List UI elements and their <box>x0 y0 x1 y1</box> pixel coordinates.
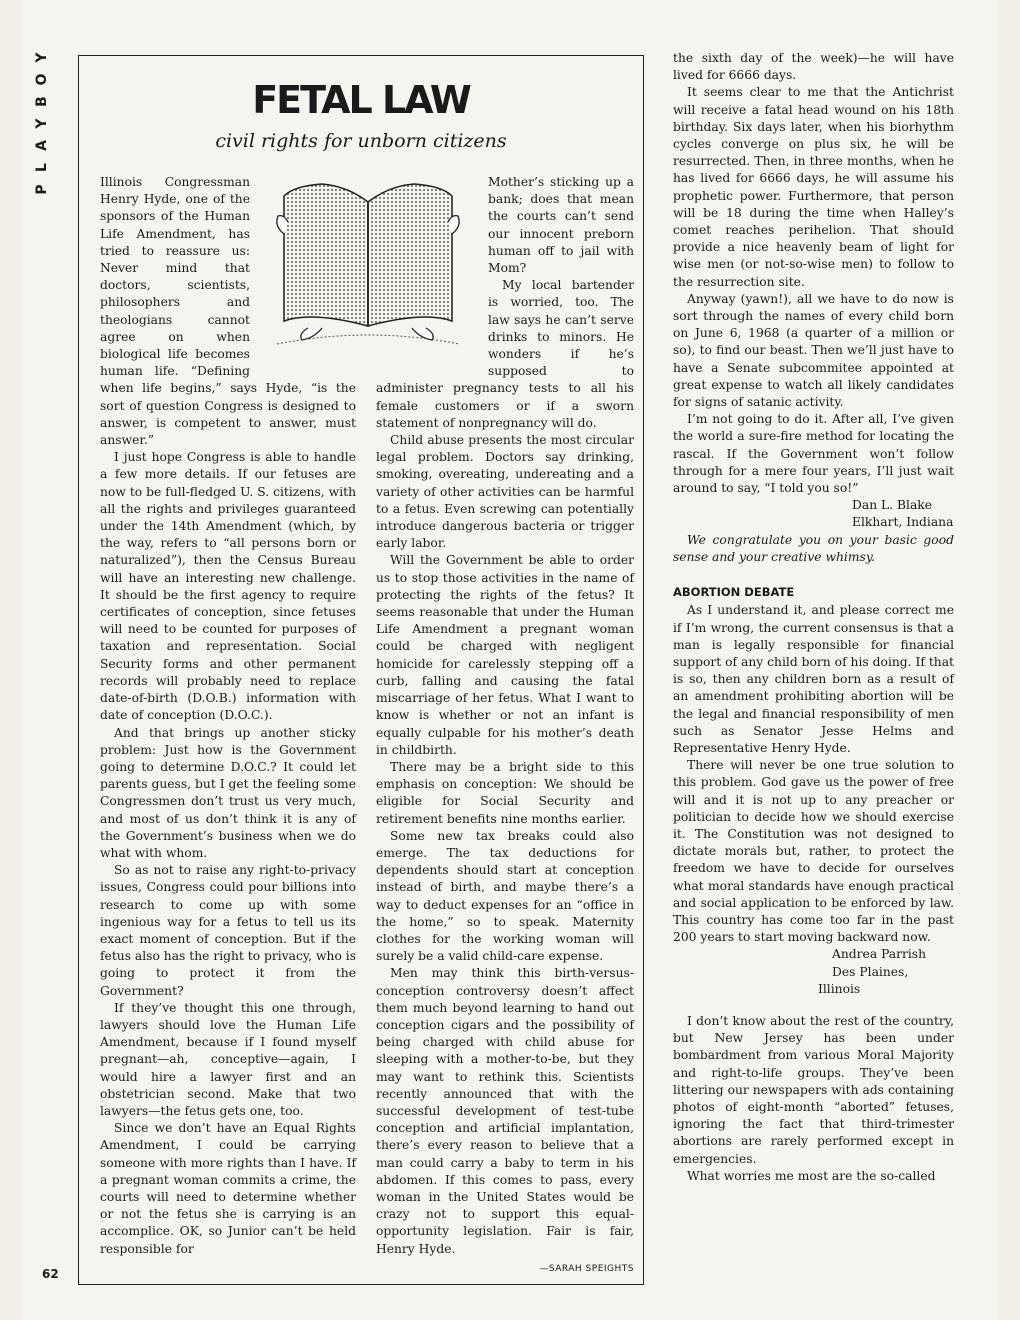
article-byline: —SARAH SPEIGHTS <box>539 1263 634 1274</box>
letter-signature-name: Andrea Parrish <box>832 947 927 962</box>
article-column-1 <box>100 174 356 1258</box>
letter-paragraph: Anyway (yawn!), all we have to do now is sort through the names of every child born on June 6, 1968 (a quarter of a million or so), to find our beast. Then we’ll just have to have a Senate subcommitee appointed at great expense to watch all likely candidates for signs of satanic activity. <box>673 291 954 410</box>
article-paragraph: Men may think this birth-versus-conception controversy doesn’t affect them much beyond learning to hand out conception cigars and the possibility of being charged with child abuse for sleeping with a mother-to-be, but they may want to rethink this. Scientists recently announced that with the successful development of test-tube conception and artificial implantation, there’s every reason to believe that a man could carry a baby to term in his abdomen. If this comes to pass, every woman in the United States would be crazy not to support this equal-opportunity legislation. Fair is fair, Henry Hyde. <box>376 966 634 1256</box>
letter-signature-place: Des Plaines, Illinois <box>818 964 909 996</box>
letter-paragraph: As I understand it, and please correct me if I’m wrong, the current consensus is that a man is legally responsible for financial support of any child born of his doing. If that is so, then any children born as a result of an amendment prohibiting abortion will be the legal and financial responsibility of men such as Senator Jesse Helms and Representative Henry Hyde. <box>673 603 954 755</box>
magazine-name-letter: Y <box>34 51 50 63</box>
article-paragraph: There may be a bright side to this emphasis on conception: We should be eligible for Social Security and retirement benefits nine months earlier. <box>376 759 634 826</box>
magazine-name-letter: O <box>34 72 50 86</box>
article-paragraph: My local bartender is worried, too. The law says he can’t serve drinks to minors. He wonders if he’s supposed to administer pregnancy tests to all his female customers or if a sworn statement of nonpregnancy will do. <box>376 278 634 430</box>
letter-paragraph: There will never be one true solution to this problem. God gave us the power of free will and it is not up to any preacher or politician to decide how we should exercise it. The Constitution was not designed to dictate morals but, rather, to protect the freedom we have to decide for ourselves what moral standards have enough practical and social application to be enforced by law. This country has come too far in the past 200 years to start moving backward now. <box>673 758 954 945</box>
article-subtitle: civil rights for unborn citizens <box>215 130 507 152</box>
article-column-2 <box>376 174 634 1278</box>
article-paragraph: Since we don’t have an Equal Rights Amendment, I could be carrying someone with more rights than I have. If a pregnant woman commits a crime, the courts will need to determine whether or not the fetus she is carrying is an accomplice. OK, so Junior can’t be held responsible for <box>100 1121 356 1256</box>
letter-paragraph: I’m not going to do it. After all, I’ve given the world a sure-fire method for locating the rascal. If the Government won’t follow through for a mere four years, I’ll just wait around to say, “I told you so!” <box>673 412 954 496</box>
letter-signature-place: Elkhart, Indiana <box>852 515 954 530</box>
letters-column <box>673 50 954 1185</box>
article-paragraph: Some new tax breaks could also emerge. The tax deductions for dependents should start at conception instead of birth, and maybe there’s a way to deduct expenses for an “office in the home,” so to speak. Maternity clothes for the working woman will surely be a valid child-care expense. <box>376 828 634 964</box>
magazine-name-letter: Y <box>34 117 50 129</box>
section-heading: ABORTION DEBATE <box>673 585 795 600</box>
article-paragraph: Mother’s sticking up a bank; does that mean the courts can’t send our innocent preborn human off to jail with Mom? <box>488 175 634 276</box>
article-paragraph: I just hope Congress is able to handle a few more details. If our fetuses are now to be full-fledged U. S. citizens, with all the rights and privileges guaranteed under the 14th Amendment (which, by the way, refers to “all persons born or naturalized”), then the Census Bureau will have an interesting new challenge. It should be the first agency to require certificates of conception, since fetuses will need to be counted for purposes of taxation and representation. Social Security forms and other permanent records will probably need to replace date-of-birth (D.O.B.) information with date of conception (D.O.C.). <box>100 450 356 723</box>
article-paragraph: Child abuse presents the most circular legal problem. Doctors say drinking, smoking, overeating, undereating and a variety of other activities can be harmful to a fetus. Even screwing can potentially introduce dangerous bacteria or trigger early labor. <box>376 433 634 551</box>
magazine-name-letter: P <box>34 183 50 195</box>
letter-paragraph: It seems clear to me that the Antichrist will receive a fatal head wound on his 18th birthday. Six days later, when his biorhythm cycles converge on plus six, he will be resurrected. Then, in three months, when he has lived for 6666 days, he will assume his prophetic power. Furthermore, that person will be 18 during the time when Halley’s comet reaches perihelion. That should provide a nice heavenly beam of light for wise men (or not-so-wise men) to follow to the resurrection site. <box>673 85 954 289</box>
magazine-name-letter: B <box>34 95 50 107</box>
magazine-name-vertical <box>32 46 54 206</box>
article-paragraph: Will the Government be able to order us to stop those activities in the name of protecting the rights of the fetus? It seems reasonable that under the Human Life Amendment a pregnant woman could be charged with negligent homicide for carelessly stepping off a curb, falling and causing the fatal miscarriage of her fetus. What I want to know is whether or not an infant is equally culpable for his mother’s death in childbirth. <box>376 553 634 757</box>
magazine-name-letter: L <box>34 162 50 172</box>
letter-paragraph: I don’t know about the rest of the country, but New Jersey has been under bombardment from various Moral Majority and right-to-life groups. They’ve been littering our newspapers with ads containing photos of eight-month “aborted” fetuses, ignoring the fact that third-trimester abortions are rarely performed except in emergencies. <box>673 1013 954 1166</box>
letter-signature-name: Dan L. Blake <box>852 498 933 513</box>
article-paragraph: If they’ve thought this one through, lawyers should love the Human Life Amendment, because if I found myself pregnant—ah, conceptive—again, I would hire a lawyer first and an obstetrician second. Make that two lawyers—the fetus gets one, too. <box>100 1000 356 1118</box>
letter-paragraph: the sixth day of the week)—he will have lived for 6666 days. <box>673 51 954 83</box>
magazine-name-letter: A <box>34 139 50 151</box>
article-title: FETAL LAW <box>252 78 470 122</box>
page-number: 62 <box>42 1267 59 1281</box>
letter-paragraph: What worries me most are the so-called <box>687 1168 936 1183</box>
article-paragraph: And that brings up another sticky problem: Just how is the Government going to determine D.O.C.? It could let parents guess, but I get the feeling some Congressmen don’t trust us very much, and most of us don’t think it is any of the Government’s business when we do what with whom. <box>100 725 356 860</box>
editor-note: We congratulate you on your basic good sense and your creative whimsy. <box>673 532 954 564</box>
article-paragraph: So as not to raise any right-to-privacy issues, Congress could pour billions into research to come up with some ingenious way for a fetus to tell us its exact moment of conception. But if the fetus also has the right to privacy, who is going to protect it from the Government? <box>100 863 357 998</box>
article-paragraph: Illinois Congressman Henry Hyde, one of the sponsors of the Human Life Amendment, has tried to reassure us: Never mind that doctors, scientists, philosophers and theologians cannot agree on when biological life becomes human life. “Defining when life begins,” says Hyde, “is the sort of question Congress is designed to answer, is competent to answer, must answer.” <box>100 175 356 448</box>
